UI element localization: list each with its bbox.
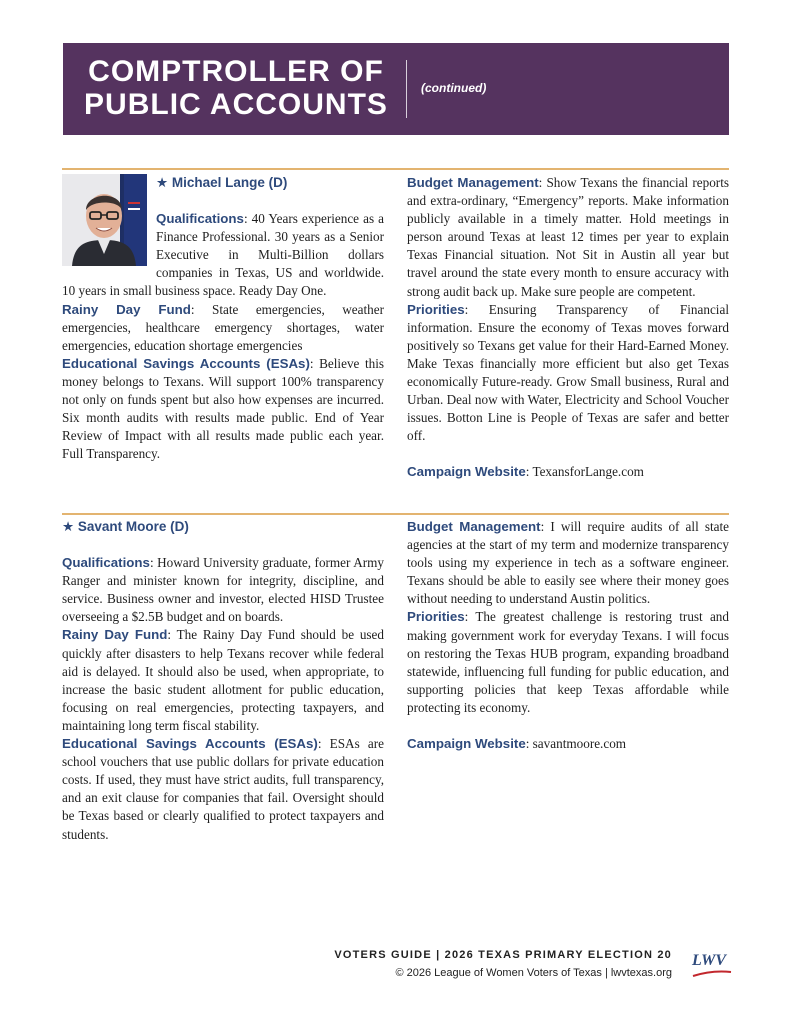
esas-entry	[62, 735, 384, 844]
page-title-line-2: PUBLIC ACCOUNTS	[84, 88, 388, 121]
esas-text: : ESAs are school vouchers that use public dollars for private education costs. If used, they must have strict audits, full transparency, and an exit clause for companies that fail. Oversight should be Texas based or clearly qualified to protect taxpayers and students.	[62, 736, 385, 842]
qualifications-label: Qualifications	[62, 555, 150, 571]
lwv-logo	[692, 952, 732, 978]
esas-entry	[62, 355, 384, 464]
budget-management-entry	[407, 518, 729, 608]
esas-text: : Believe this money belongs to Texans. Will support 100% transparency not only on funds spent but also how expenses are incurred. Six month audits with results made public. End of Year Review of Impact with all results made public each year. Full Transparency.	[62, 355, 384, 462]
page-subtitle: (continued)	[421, 81, 487, 95]
qualifications-entry	[62, 554, 384, 626]
campaign-website-entry	[407, 463, 729, 481]
rainy-day-fund-entry	[62, 301, 384, 355]
priorities-text: : Ensuring Transparency of Financial information. Ensure the economy of Texas moves forward positively so Texans get value for their Hard-Earned Money. Make Texas financially more efficient but also get Texas economically Future-ready. Grow Small business, Rural and Urban. Deal now with Water, Electricity and School Voucher issues. Botton Line is People of Texas are safer and better off.	[407, 301, 729, 444]
rainy-day-fund-text: : The Rainy Day Fund should be used quickly after disasters to help Texans recover while federal aid is delayed. It should also be used, when appropriate, to increase the basic student allotment for public education, focusing on real emergencies, protecting taxpayers, and maintaining long term fiscal stability.	[62, 627, 384, 733]
campaign-website-label: Campaign Website	[407, 736, 526, 752]
campaign-website-link[interactable]: : TexansforLange.com	[525, 464, 644, 480]
candidate-portrait-icon	[62, 174, 147, 266]
campaign-website-entry	[407, 735, 729, 753]
priorities-label: Priorities	[407, 301, 465, 317]
budget-management-text: : Show Texans the financial reports and extra-ordinary, “Emergency” reports. Make information publicly available in a timely matter. Hold meetings in person around Texas at least 12 times per year to explain Texas Financial situation. Not Sit in Austin all year but travel around the state every month to ensure accuracy with strong audit back up. Make sure people are competent.	[407, 175, 729, 299]
campaign-website-label: Campaign Website	[407, 464, 526, 480]
budget-management-label: Budget Management	[407, 519, 541, 534]
header-divider	[406, 60, 407, 118]
esas-label: Educational Savings Accounts (ESAs)	[62, 355, 310, 371]
candidate-name: ★ Michael Lange (D)	[156, 175, 288, 190]
budget-management-label: Budget Management	[407, 175, 539, 190]
esas-label: Educational Savings Accounts (ESAs)	[62, 736, 318, 752]
budget-management-text: : I will require audits of all state agencies at the start of my term and modernize transparency tools using my experience in tech as a software engineer. Texans should be able to easily see where their money goes without needing to understand Austin politics.	[407, 519, 729, 607]
footer-guide-line: VOTERS GUIDE | 2026 TEXAS PRIMARY ELECTION 20	[334, 949, 672, 961]
candidate-2-left-column	[62, 518, 384, 844]
qualifications-text: : Howard University graduate, former Army Ranger and minister known for integrity, discipline, and service. Business owner and investor, elected HISD Trustee overseeing a $2.5B budget and on boards.	[62, 555, 384, 625]
logo-swoosh-icon	[692, 968, 732, 978]
candidate-name: ★ Savant Moore (D)	[62, 519, 189, 534]
qualifications-label: Qualifications	[156, 211, 244, 227]
page-header-banner	[63, 43, 729, 135]
rainy-day-fund-text: : State emergencies, weather emergencies, healthcare emergency shortages, water emergencies, education shortage emergencies	[62, 301, 384, 353]
priorities-text: : The greatest challenge is restoring trust and making government work for everyday Texans. I will focus on restoring the Texas HUB program, expanding broadband statewide, influencing full funding for public education, and supporting policies that keep Texas affordable while protecting its economy.	[407, 609, 729, 715]
priorities-entry	[407, 301, 729, 446]
campaign-website-link[interactable]: : savantmoore.com	[525, 736, 627, 752]
budget-management-entry	[407, 174, 729, 301]
priorities-label: Priorities	[407, 609, 465, 625]
section-divider	[62, 168, 729, 170]
candidate-1-left-column	[62, 174, 384, 463]
qualifications-text: : 40 Years experience as a Finance Professional. 30 years as a Senior Executive in Multi-Billion dollars companies in Texas, US and worldwide. 10 years in small business space. Ready Day One.	[62, 211, 384, 299]
lwv-logo-text: LWV	[692, 952, 727, 969]
candidate-1-right-column	[407, 174, 729, 482]
section-divider	[62, 513, 729, 515]
candidate-photo	[62, 174, 147, 266]
page-title	[77, 55, 395, 121]
priorities-entry	[407, 608, 729, 717]
rainy-day-fund-label: Rainy Day Fund	[62, 627, 168, 643]
rainy-day-fund-label: Rainy Day Fund	[62, 301, 191, 317]
candidate-2-right-column	[407, 518, 729, 753]
footer-copyright: © 2026 League of Women Voters of Texas | lwvtexas.org	[395, 967, 672, 979]
rainy-day-fund-entry	[62, 626, 384, 735]
page-title-line-1: COMPTROLLER OF	[88, 55, 384, 88]
